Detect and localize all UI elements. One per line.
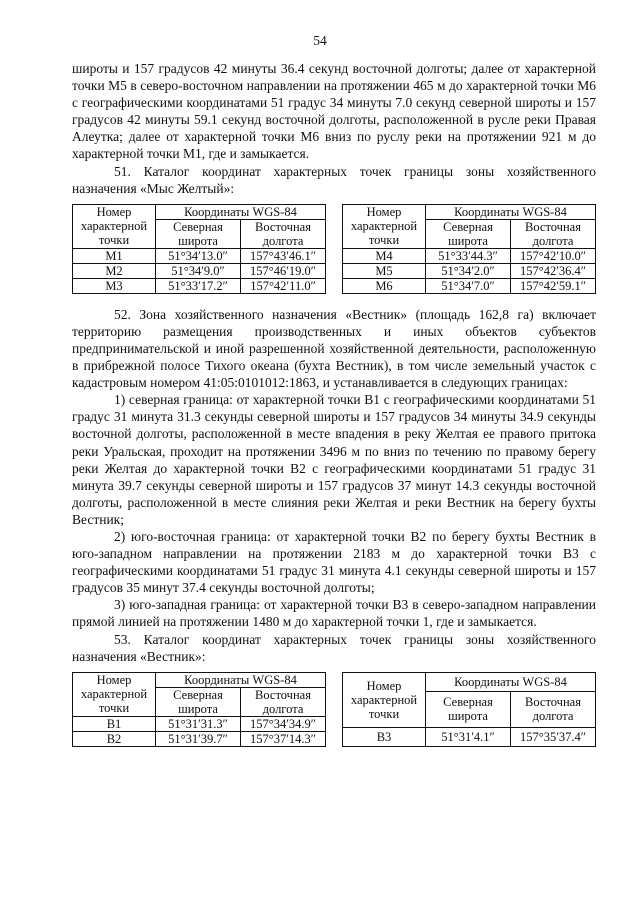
table-row bbox=[343, 727, 596, 746]
table-header-row bbox=[73, 672, 326, 687]
coordinates-table bbox=[342, 204, 596, 294]
table-row bbox=[73, 716, 326, 731]
cell-latitude: 51°31′31.3″ bbox=[156, 716, 241, 731]
cell-point: В2 bbox=[73, 731, 156, 746]
table-row bbox=[343, 248, 596, 263]
document-body bbox=[72, 60, 596, 755]
header-coordinates: Координаты WGS-84 bbox=[426, 672, 596, 691]
paragraph: 53. Каталог координат характерных точек границы зоны хозяйственного назначения «Вестник»: bbox=[72, 631, 596, 664]
paragraph: 52. Зона хозяйственного назначения «Вестник» (площадь 162,8 га) включает территорию размещения производственных и иных объектов субъектов предпринимательской и иной разрешенной хозяйственной деятельности, расположенную в прибрежной полосе Тихого океана (бухта Вестник), в том числе земельный участок с кадастровым номером 41:05:0101012:1863, и устанавливается в следующих границах: bbox=[72, 306, 596, 391]
table-row bbox=[73, 248, 326, 263]
cell-longitude: 157°43′46.1″ bbox=[241, 248, 326, 263]
header-latitude: Северная широта bbox=[426, 691, 511, 727]
table-row bbox=[343, 278, 596, 293]
header-coordinates: Координаты WGS-84 bbox=[156, 204, 326, 219]
table-row bbox=[343, 263, 596, 278]
cell-point: В3 bbox=[343, 727, 426, 746]
cell-latitude: 51°34′2.0″ bbox=[426, 263, 511, 278]
cell-latitude: 51°34′7.0″ bbox=[426, 278, 511, 293]
header-longitude: Восточная долгота bbox=[511, 219, 596, 248]
cell-latitude: 51°31′4.1″ bbox=[426, 727, 511, 746]
header-coordinates: Координаты WGS-84 bbox=[426, 204, 596, 219]
table-row bbox=[73, 731, 326, 746]
cell-longitude: 157°42′59.1″ bbox=[511, 278, 596, 293]
paragraph: широты и 157 градусов 42 минуты 36.4 секунд восточной долготы; далее от характерной точки М5 в северо-восточном направлении на протяжении 465 м до характерной точки М6 с географическими координатами 51 градус 34 минуты 7.0 секунд северной широты и 157 градусов 42 минуты 59.1 секунд восточной долготы, расположенной в русле реки Правая Алеутка; далее от характерной точки М6 вниз по руслу реки на протяжении 921 м до характерной точки М1, где и замыкается. bbox=[72, 61, 596, 162]
catalog-tables-vestnik bbox=[72, 672, 596, 747]
header-coordinates: Координаты WGS-84 bbox=[156, 672, 326, 687]
table-header-row bbox=[343, 672, 596, 691]
paragraph: 3) юго-западная граница: от характерной точки В3 в северо-западном направлении прямой линией на протяжении 1480 м до характерной точки 1, где и замыкается. bbox=[72, 597, 596, 630]
cell-longitude: 157°35′37.4″ bbox=[511, 727, 596, 746]
cell-longitude: 157°42′36.4″ bbox=[511, 263, 596, 278]
table-row bbox=[73, 278, 326, 293]
cell-longitude: 157°37′14.3″ bbox=[241, 731, 326, 746]
cell-longitude: 157°42′10.0″ bbox=[511, 248, 596, 263]
cell-point: М4 bbox=[343, 248, 426, 263]
cell-longitude: 157°34′34.9″ bbox=[241, 716, 326, 731]
paragraph: 2) юго-восточная граница: от характерной точки В2 по берегу бухты Вестник в юго-западном направлении на протяжении 2183 м до характерной точки В3 с географическими координатами 51 градус 31 минута 4.1 секунды северной широты и 157 градусов 35 минут 37.4 секунды восточной долготы; bbox=[72, 528, 596, 596]
header-point: Номер характерной точки bbox=[343, 672, 426, 727]
cell-longitude: 157°46′19.0″ bbox=[241, 263, 326, 278]
cell-point: М6 bbox=[343, 278, 426, 293]
coordinates-table bbox=[342, 672, 596, 747]
table-row bbox=[73, 263, 326, 278]
catalog-tables-mys-zheltyi bbox=[72, 204, 596, 294]
header-longitude: Восточная долгота bbox=[241, 219, 326, 248]
paragraph: 51. Каталог координат характерных точек границы зоны хозяйственного назначения «Мыс Желтый»: bbox=[72, 163, 596, 196]
table-header-row bbox=[73, 204, 326, 219]
header-latitude: Северная широта bbox=[156, 219, 241, 248]
cell-point: М3 bbox=[73, 278, 156, 293]
cell-latitude: 51°34′13.0″ bbox=[156, 248, 241, 263]
coordinates-table bbox=[72, 672, 326, 747]
header-point: Номер характерной точки bbox=[73, 204, 156, 248]
cell-latitude: 51°33′44.3″ bbox=[426, 248, 511, 263]
cell-latitude: 51°33′17.2″ bbox=[156, 278, 241, 293]
cell-latitude: 51°31′39.7″ bbox=[156, 731, 241, 746]
header-latitude: Северная широта bbox=[426, 219, 511, 248]
page-number: 54 bbox=[313, 33, 327, 48]
header-longitude: Восточная долгота bbox=[511, 691, 596, 727]
paragraph: 1) северная граница: от характерной точки В1 с географическими координатами 51 градус 31 минута 31.3 секунды северной широты и 157 градусов 34 минуты 34.9 секунды восточной долготы, расположенной в месте впадения в реку Желтая ее правого притока реки Уральская, проходит на протяжении 3496 м по вниз по течению по правому берегу реки Желтая до характерной точки В2 с географическими координатами 51 градус 31 минута 39.7 секунды северной широты и 157 градусов 37 минут 14.3 секунды восточной долготы, расположенной в месте слияния реки Желтая и реки Вестник на берегу бухты Вестник; bbox=[72, 392, 596, 527]
cell-longitude: 157°42′11.0″ bbox=[241, 278, 326, 293]
coordinates-table bbox=[72, 204, 326, 294]
table-header-row bbox=[343, 204, 596, 219]
cell-point: М2 bbox=[73, 263, 156, 278]
cell-latitude: 51°34′9.0″ bbox=[156, 263, 241, 278]
cell-point: М1 bbox=[73, 248, 156, 263]
header-point: Номер характерной точки bbox=[343, 204, 426, 248]
header-latitude: Северная широта bbox=[156, 687, 241, 716]
header-point: Номер характерной точки bbox=[73, 672, 156, 716]
header-longitude: Восточная долгота bbox=[241, 687, 326, 716]
cell-point: М5 bbox=[343, 263, 426, 278]
cell-point: В1 bbox=[73, 716, 156, 731]
